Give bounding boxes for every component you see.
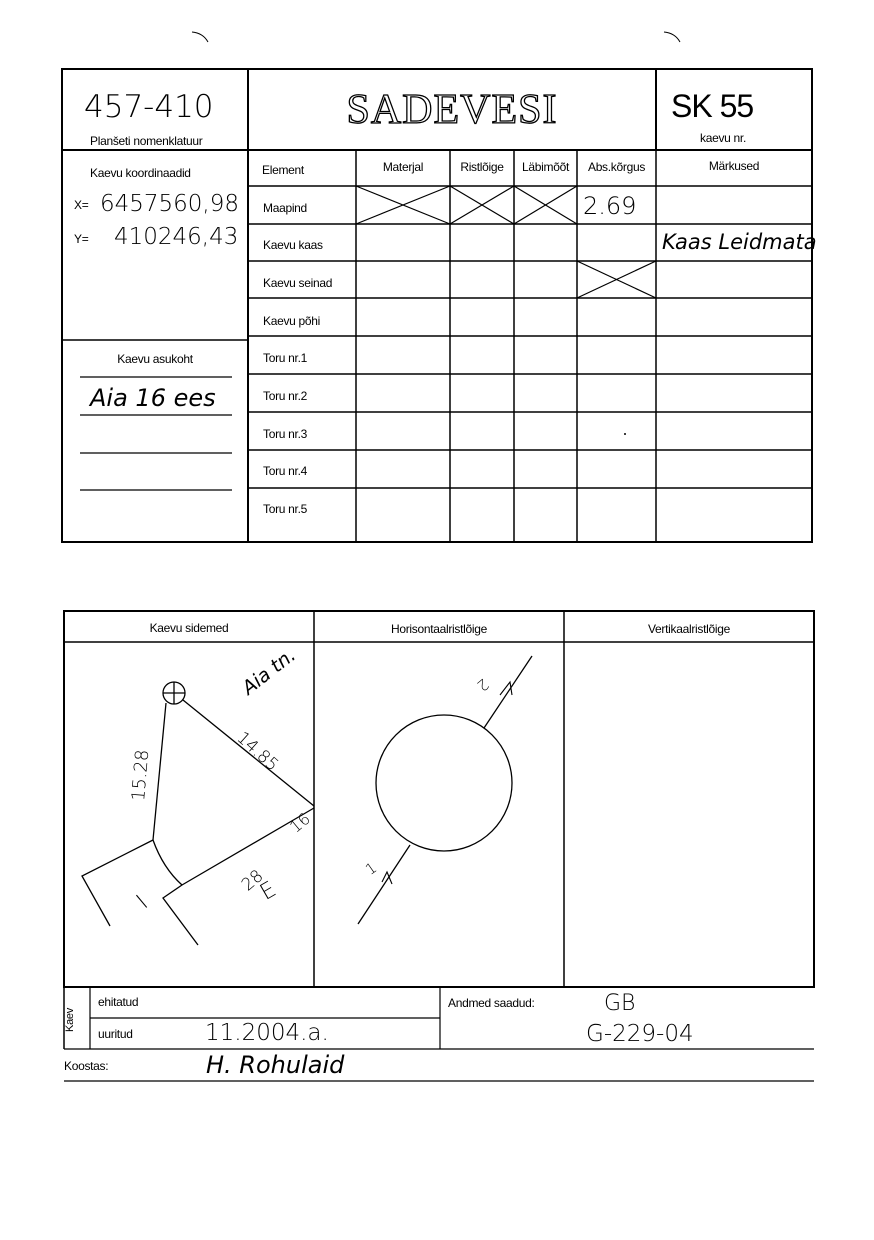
row-element-1: Kaevu kaas <box>263 238 323 252</box>
built-label: ehitatud <box>98 995 139 1009</box>
data-received-value-2: G-229-04 <box>586 1021 694 1047</box>
header-cross-section: Ristlõige <box>460 160 504 174</box>
row-element-0: Maapind <box>263 201 307 215</box>
y-coordinate: 410246,43 <box>114 224 239 250</box>
ties-sketch <box>82 682 314 945</box>
row-note-1: Kaas Leidmata <box>662 230 817 254</box>
well-circle <box>376 715 512 851</box>
form-title: SADEVESI <box>346 87 558 133</box>
y-label: Y= <box>74 232 89 246</box>
header-vertical: Vertikaalristlõige <box>648 622 730 636</box>
x-label: X= <box>74 198 89 212</box>
row-element-4: Toru nr.1 <box>263 351 307 365</box>
header-element: Element <box>262 163 304 177</box>
building-i-label: I <box>132 890 154 915</box>
header-material: Materjal <box>382 160 424 174</box>
bottom-form-grid <box>64 611 814 1081</box>
header-remarks: Märkused <box>708 159 760 173</box>
compiled-label: Koostas: <box>64 1059 109 1073</box>
nomenclature-label: Planšeti nomenklatuur <box>90 134 203 148</box>
header-abs-height: Abs.kõrgus <box>587 160 646 174</box>
horizontal-section-sketch <box>358 656 532 924</box>
header-ties: Kaevu sidemed <box>149 621 229 635</box>
pipe-2-label: 2 <box>473 675 493 695</box>
data-received-label: Andmed saadud: <box>448 996 535 1010</box>
row-element-5: Toru nr.2 <box>263 389 307 403</box>
distance-c: 16 <box>286 808 314 837</box>
data-received-value-1: GB <box>604 991 636 1016</box>
distance-d: 28 <box>238 866 268 896</box>
coordinates-label: Kaevu koordinaadid <box>90 166 191 180</box>
well-number-value: SK 55 <box>671 88 754 124</box>
location-label: Kaevu asukoht <box>117 352 193 366</box>
nomenclature-value: 457-410 <box>84 89 214 125</box>
header-diameter: Läbimõõt <box>522 160 569 174</box>
distance-a: 15.28 <box>128 748 154 802</box>
street-label: Aia tn. <box>238 644 301 700</box>
row-abs-0: 2.69 <box>583 192 637 220</box>
surveyed-value: 11.2004.a. <box>205 1020 329 1046</box>
pipe-1-label: 1 <box>362 858 381 879</box>
row-element-7: Toru nr.4 <box>263 464 307 478</box>
row-element-2: Kaevu seinad <box>263 276 333 290</box>
ink-dot <box>624 433 626 435</box>
punch-mark-right <box>664 32 680 42</box>
distance-b: 14.85 <box>232 728 283 776</box>
compiled-value: H. Rohulaid <box>206 1051 345 1079</box>
surveyed-label: uuritud <box>98 1027 133 1041</box>
well-side-label: Kaev <box>64 1008 76 1032</box>
punch-mark-left <box>192 32 208 42</box>
header-horizontal: Horisontaalristlõige <box>390 622 488 636</box>
row-element-8: Toru nr.5 <box>263 502 307 516</box>
well-number-label: kaevu nr. <box>700 131 746 145</box>
x-coordinate: 6457560,98 <box>100 191 240 217</box>
building-e-label: E <box>256 877 281 906</box>
row-element-6: Toru nr.3 <box>263 427 307 441</box>
row-element-3: Kaevu põhi <box>263 314 321 328</box>
location-value: Aia 16 ees <box>90 384 216 412</box>
